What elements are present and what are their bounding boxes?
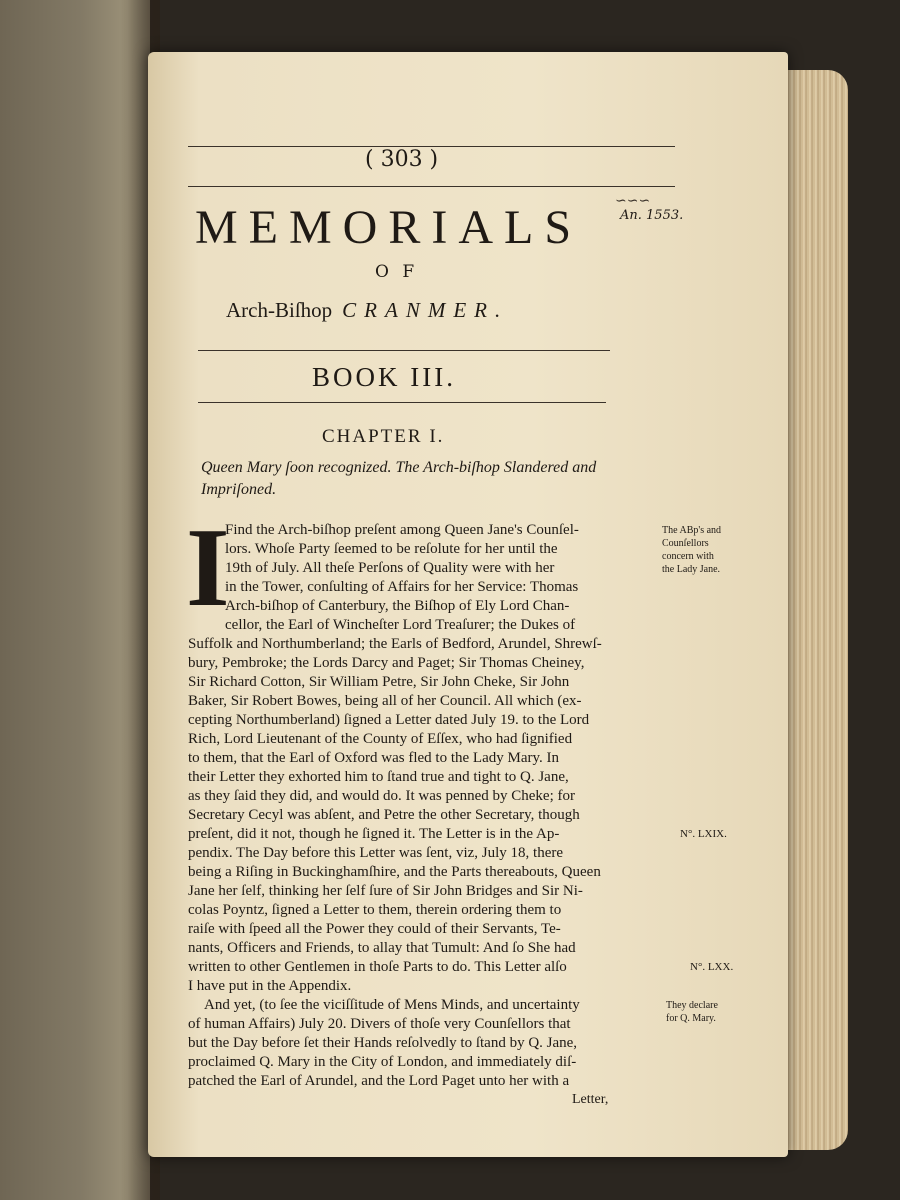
margin-note: N°. LXIX. <box>680 828 727 840</box>
title-of: O F <box>375 262 419 282</box>
text-line: 19th of July. All theſe Perſons of Quality were with her <box>225 560 555 576</box>
text-line: preſent, did it not, though he ſigned it. The Letter is in the Ap- <box>188 826 560 842</box>
text-line: Sir Richard Cotton, Sir William Petre, Sir John Cheke, Sir John <box>188 674 570 690</box>
text-line: pendix. The Day before this Letter was ſent, viz, July 18, there <box>188 845 564 861</box>
page-number: ( 303 ) <box>365 147 439 172</box>
text-line: Secretary Cecyl was abſent, and Petre the other Secretary, though <box>188 807 580 823</box>
text-line: but the Day before ſet their Hands reſolvedly to ſtand by Q. Jane, <box>188 1035 578 1051</box>
text-line: cepting Northumberland) ſigned a Letter dated July 19. to the Lord <box>188 712 590 728</box>
margin-note: the Lady Jane. <box>662 564 721 575</box>
margin-note: concern with <box>662 551 714 562</box>
text-line: lors. Whoſe Party ſeemed to be reſolute for her until the <box>225 541 558 557</box>
text-line: Rich, Lord Lieutenant of the County of Eſſex, who had ſignified <box>188 731 573 747</box>
margin-note: Counſellors <box>662 538 709 549</box>
text-line: of human Affairs) July 20. Divers of thoſe very Counſellors that <box>188 1016 571 1032</box>
text-line: cellor, the Earl of Wincheſter Lord Treaſurer; the Dukes of <box>225 617 576 633</box>
margin-note: N°. LXX. <box>690 961 734 973</box>
page-title: MEMORIALS <box>195 201 583 254</box>
book-heading: BOOK III. <box>312 362 456 392</box>
text-line: colas Poyntz, ſigned a Letter to them, therein ordering them to <box>188 902 562 918</box>
text-line: being a Riſing in Buckinghamſhire, and the Parts thereabouts, Queen <box>188 864 601 880</box>
text-line: Find the Arch-biſhop preſent among Queen Jane's Counſel- <box>225 522 579 538</box>
text-line: to them, that the Earl of Oxford was fled to the Lady Mary. In <box>188 750 560 766</box>
year-note: An. 1553. <box>620 208 684 223</box>
text-line: nants, Officers and Friends, to allay that Tumult: And ſo She had <box>188 940 576 956</box>
subtitle <box>226 298 508 323</box>
drop-cap: I <box>186 506 230 630</box>
ornament-icon: ∽∽∽ <box>615 193 651 209</box>
book-rule-bottom <box>198 402 606 403</box>
text-line: as they ſaid they did, and would do. It was penned by Cheke; for <box>188 788 575 804</box>
text-line: written to other Gentlemen in thoſe Parts to do. This Letter alſo <box>188 959 567 975</box>
text-line: Baker, Sir Robert Bowes, being all of her Council. All which (ex- <box>188 693 582 709</box>
catchword: Letter, <box>572 1092 609 1107</box>
text-line: proclaimed Q. Mary in the City of London, and immediately diſ- <box>188 1054 577 1070</box>
subtitle-name: CRANMER. <box>342 298 509 322</box>
text-line: Jane her ſelf, thinking her ſelf ſure of Sir John Bridges and Sir Ni- <box>188 883 583 899</box>
book-rule-top <box>198 350 610 351</box>
text-line: raiſe with ſpeed all the Power they could of their Servants, Te- <box>188 921 561 937</box>
subtitle-prefix: Arch-Biſhop <box>226 298 333 322</box>
header-rule-bottom <box>188 186 675 187</box>
text-line: Suffolk and Northumberland; the Earls of Bedford, Arundel, Shrewſ- <box>188 636 602 652</box>
text-line: Arch-biſhop of Canterbury, the Biſhop of Ely Lord Chan- <box>225 598 570 614</box>
text-line: patched the Earl of Arundel, and the Lord Paget unto her with a <box>188 1073 570 1089</box>
text-line: I have put in the Appendix. <box>188 978 352 994</box>
text-line: And yet, (to ſee the viciſſitude of Mens Minds, and uncertainty <box>204 997 580 1013</box>
chapter-heading: CHAPTER I. <box>322 426 445 447</box>
margin-note: They declare <box>666 1000 718 1011</box>
text-line: bury, Pembroke; the Lords Darcy and Paget; Sir Thomas Cheiney, <box>188 655 585 671</box>
text-line: their Letter they exhorted him to ſtand true and tight to Q. Jane, <box>188 769 569 785</box>
text-line: in the Tower, conſulting of Affairs for her Service: Thomas <box>225 579 579 595</box>
chapter-summary: Queen Mary ſoon recognized. The Arch-biſhop Slandered and Impriſoned. <box>201 459 597 498</box>
margin-note: The ABp's and <box>662 525 722 536</box>
margin-note: for Q. Mary. <box>666 1013 716 1024</box>
page-edges <box>778 70 848 1150</box>
